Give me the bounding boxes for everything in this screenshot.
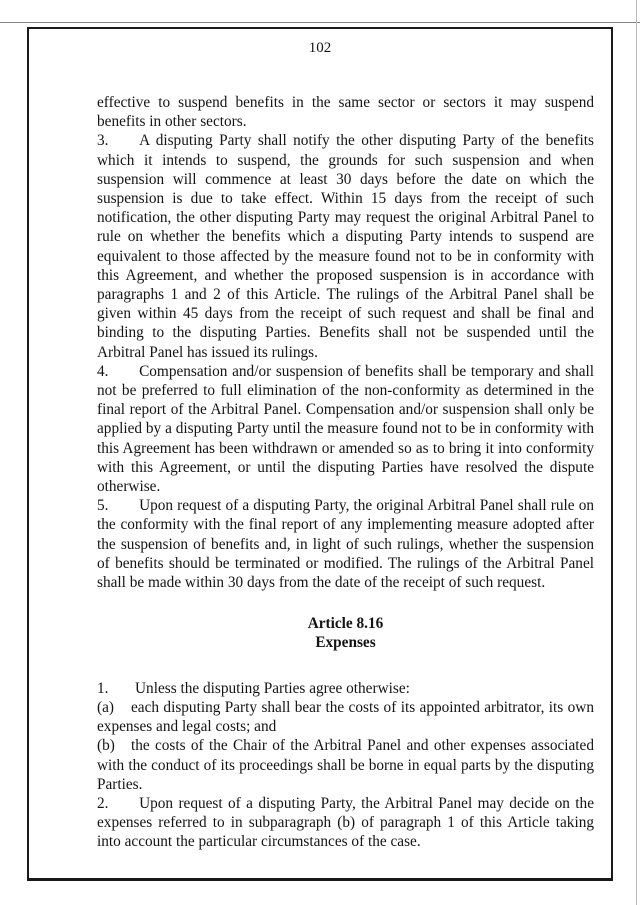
clause-1 bbox=[97, 679, 594, 698]
article-subtitle: Expenses bbox=[315, 634, 376, 652]
clause-1-item-b bbox=[97, 736, 594, 794]
scan-right-edge bbox=[636, 0, 637, 905]
paragraph-3: 3. A disputing Party shall notify the other disputing Party of the benefits which it intends to suspend, the grounds for such suspension and when suspension will commence at least 30 days before the date on which the suspension is due to take effect. Within 15 days from the receipt of such notification, the other disputing Party may request the original Arbitral Panel to rule on whether the benefits which a disputing Party intends to suspend are equivalent to those affected by the measure found not to be in conformity with this Agreement, and whether the proposed suspension is in accordance with paragraphs 1 and 2 of this Article. The rulings of the Arbitral Panel shall be given within 45 days from the receipt of such request and shall be final and binding to the disputing Parties. Benefits shall not be suspended until the Arbitral Panel has issued its rulings. bbox=[97, 132, 594, 361]
item-b-label: (b) bbox=[97, 737, 115, 755]
paragraph-5: 5. Upon request of a disputing Party, the original Arbitral Panel shall rule on the conformity with the final report of any implementing measure adopted after the suspension of benefits and, in light of such rulings, whether the suspension of benefits should be terminated or modified. The rulings of the Arbitral Panel shall be made within 30 days from the date of the receipt of such request. bbox=[97, 497, 594, 592]
paragraph-continuation: effective to suspend benefits in the same sector or sectors it may suspend benefits in other sectors. bbox=[97, 94, 594, 131]
scan-top-line bbox=[0, 22, 640, 23]
article-title: Article 8.16 bbox=[307, 615, 384, 633]
clause-1-item-a bbox=[97, 698, 594, 736]
clause-1-number: 1. bbox=[97, 679, 109, 697]
item-a-label: (a) bbox=[97, 698, 114, 716]
page-number: 102 bbox=[308, 40, 332, 56]
paragraph-4: 4. Compensation and/or suspension of benefits shall be temporary and shall not be preferred to full elimination of the non-conformity as determined in the final report of the Arbitral Panel. Compensation and/or suspension shall only be applied by a disputing Party until the measure found not to be in conformity with this Agreement has been withdrawn or amended so as to bring it into conformity with this Agreement, or until the disputing Parties have resolved the dispute otherwise. bbox=[97, 362, 594, 496]
clause-2: 2. Upon request of a disputing Party, the Arbitral Panel may decide on the expenses referred to in subparagraph (b) of paragraph 1 of this Article taking into account the particular circumstances of the case. bbox=[97, 794, 594, 851]
document-body bbox=[97, 93, 594, 852]
item-a-text: each disputing Party shall bear the costs of its appointed arbitrator, its own expenses and legal costs; and bbox=[97, 698, 594, 736]
clause-1-text: Unless the disputing Parties agree otherwise: bbox=[135, 679, 410, 697]
item-b-text: the costs of the Chair of the Arbitral Panel and other expenses associated with the conduct of its proceedings shall be borne in equal parts by the disputing Parties. bbox=[97, 737, 594, 793]
